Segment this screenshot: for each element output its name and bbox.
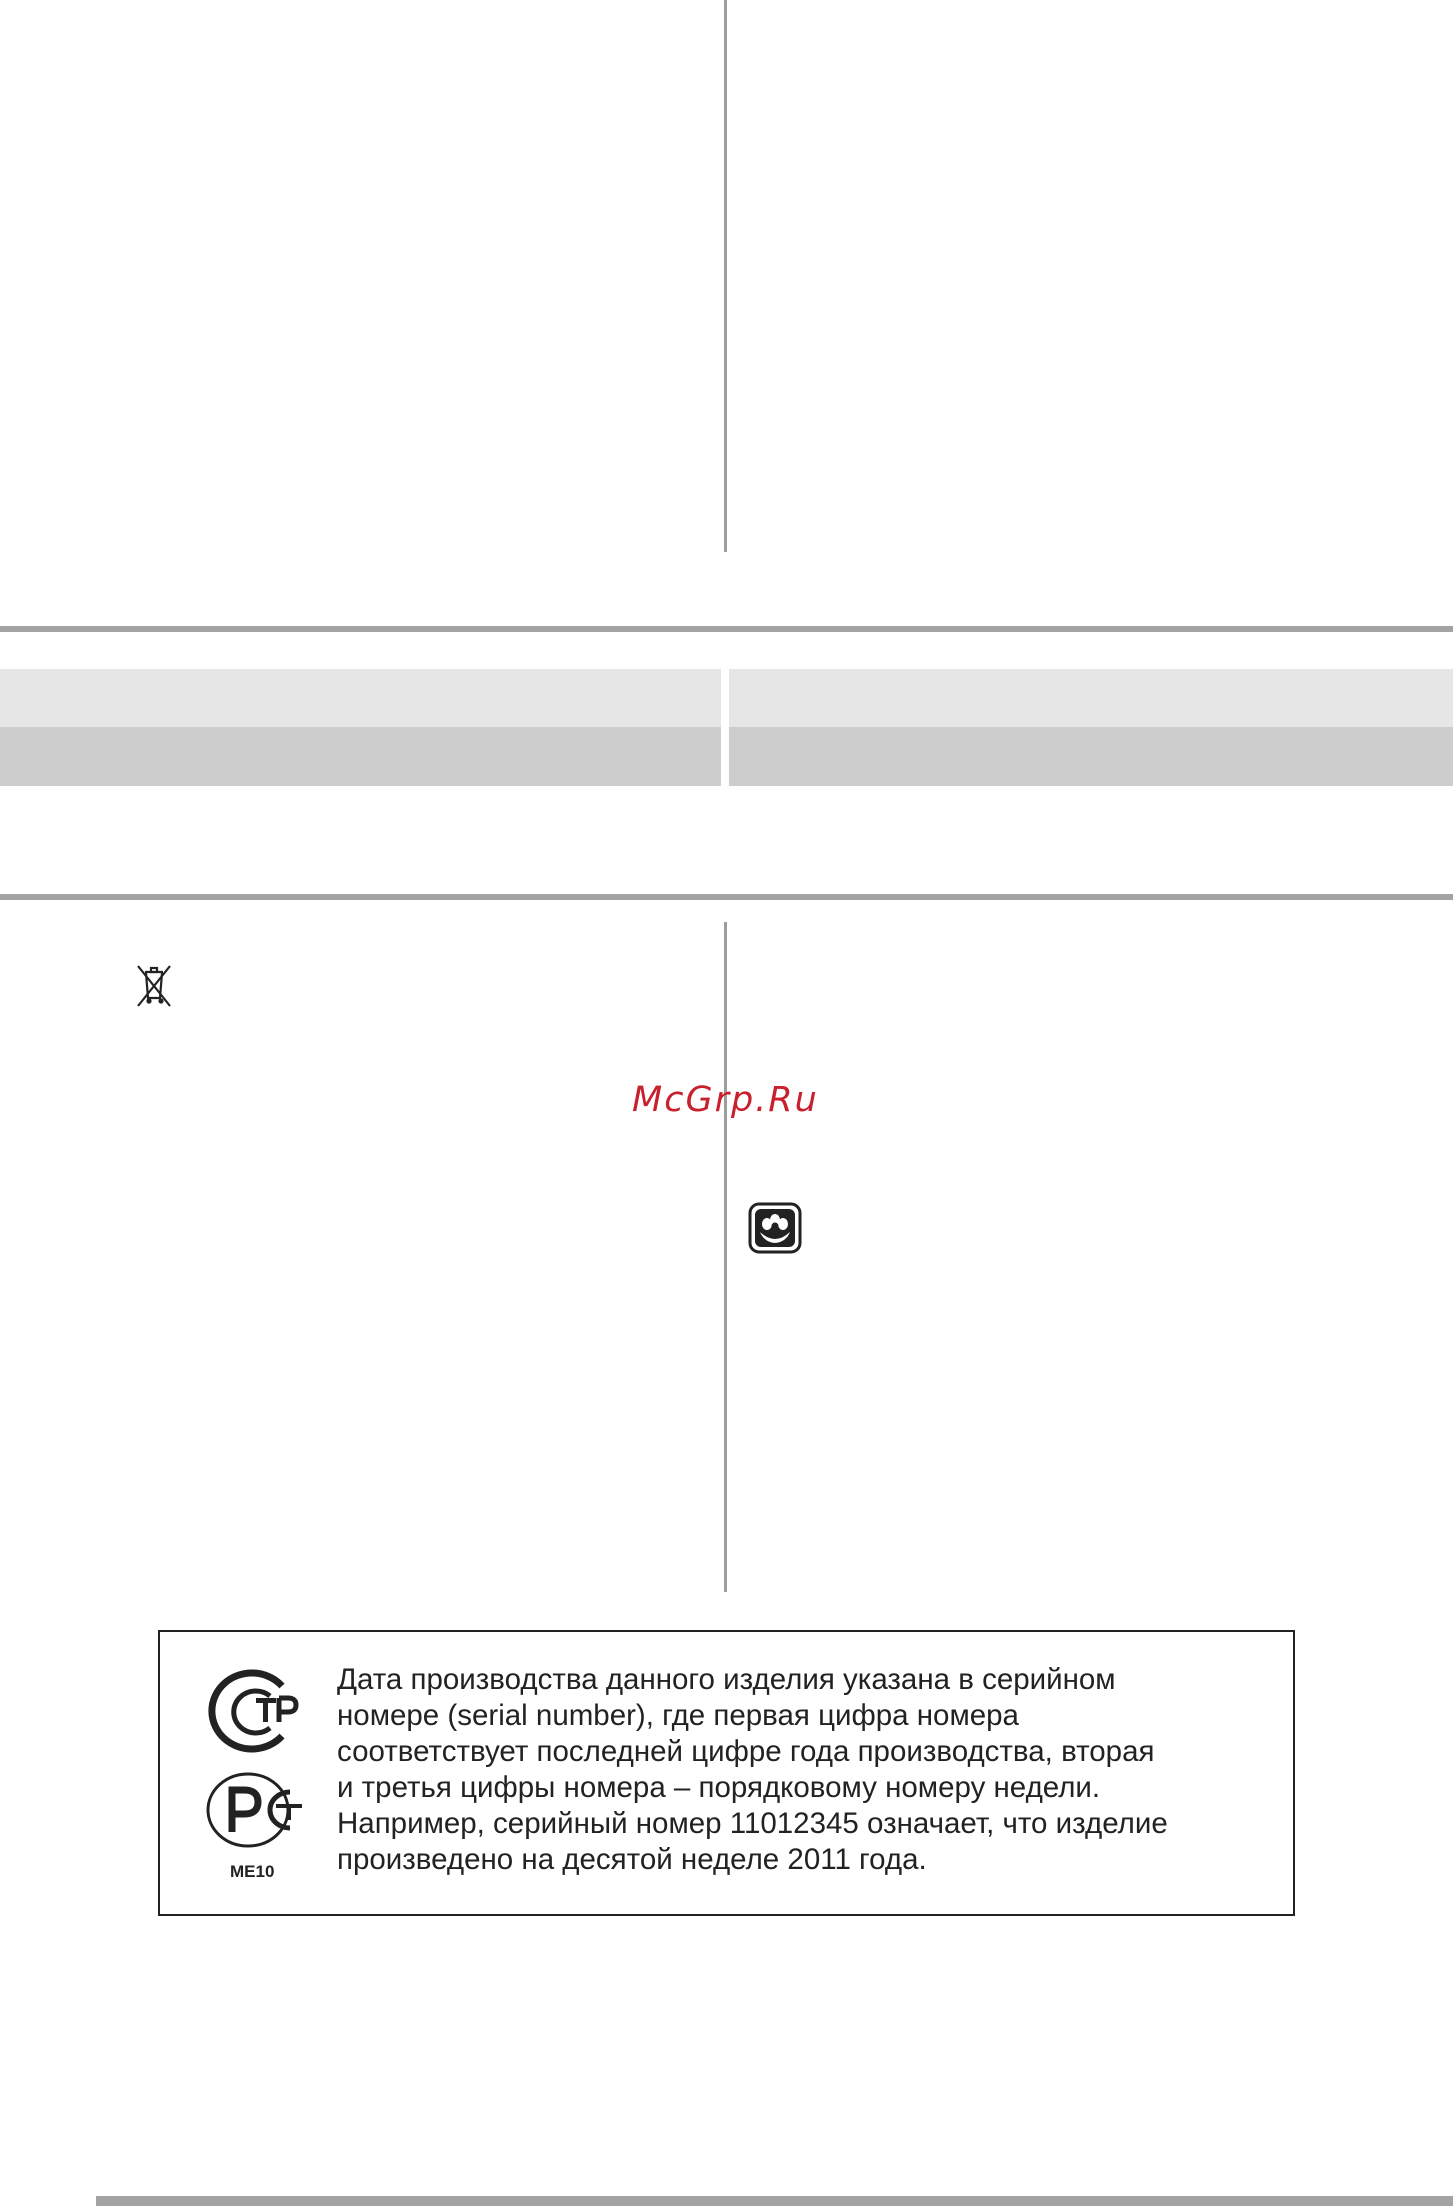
pct-gost-certification-mark [204, 1770, 308, 1856]
certification-line: соответствует последней цифре года производства, вторая [337, 1735, 1155, 1768]
eac-ctp-certification-mark [204, 1668, 308, 1754]
crossed-out-wheelie-bin-icon [133, 964, 175, 1010]
certification-line: Дата производства данного изделия указана в серийном [337, 1663, 1116, 1696]
certification-text [337, 1662, 1277, 1878]
table-row-left [0, 727, 721, 786]
certification-code: ME10 [230, 1862, 275, 1881]
certification-line: произведено на десятой неделе 2011 года. [337, 1843, 927, 1876]
certification-line: и третья цифры номера – порядковому номеру недели. [337, 1771, 1101, 1804]
certification-line: номере (serial number), где первая цифра номера [337, 1699, 1019, 1732]
section-rule-middle [0, 894, 1453, 900]
certification-info-box [158, 1630, 1295, 1916]
table-row-header-left [0, 669, 721, 727]
table-row-header-right [729, 669, 1453, 727]
section-rule-top [0, 626, 1453, 632]
watermark-text: McGrp.Ru [632, 1080, 819, 1120]
bottom-column-divider [724, 922, 727, 1592]
certification-line: Например, серийный номер 11012345 означает, что изделие [337, 1807, 1168, 1840]
table-row-right [729, 727, 1453, 786]
eco-flower-icon [748, 1202, 802, 1254]
top-column-divider [724, 0, 727, 552]
page-bottom-rule [96, 2196, 1453, 2206]
